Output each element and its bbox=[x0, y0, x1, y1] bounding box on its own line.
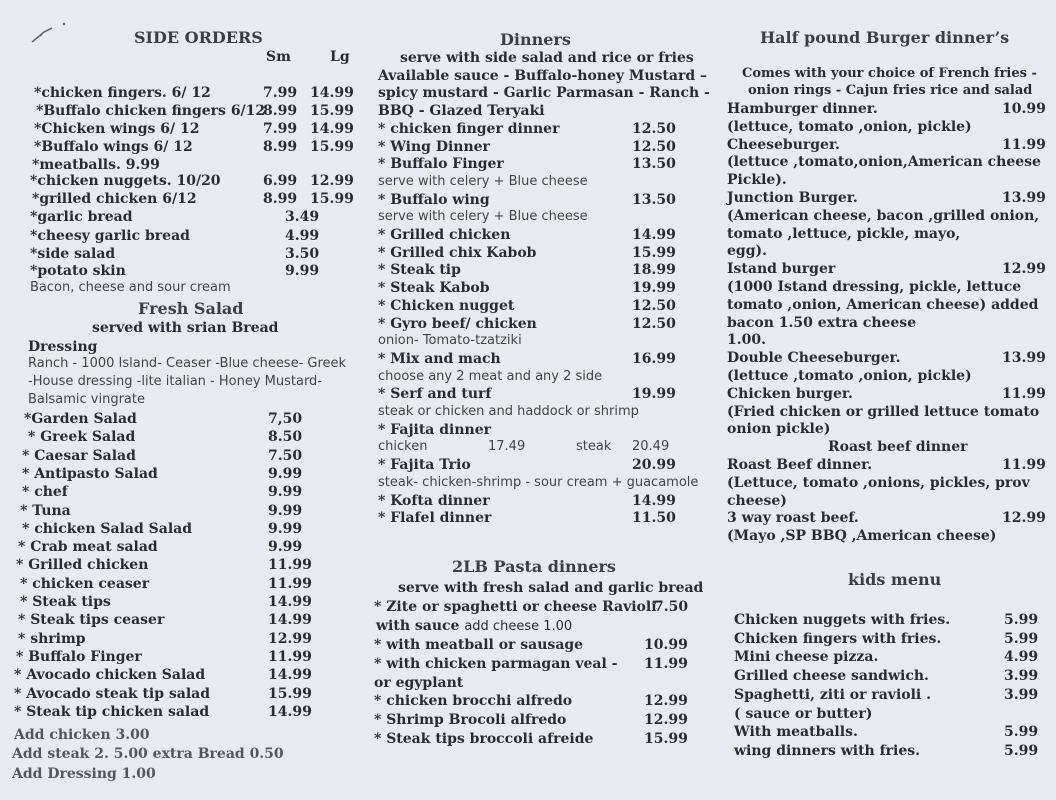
fajita-chicken-price: 17.49 bbox=[488, 439, 526, 455]
burgers-intro: onion rings - Cajun fries rice and salad bbox=[748, 83, 1033, 98]
burger-line: Pickle). bbox=[727, 172, 787, 189]
kids-price: 3.99 bbox=[1004, 668, 1039, 685]
pasta-price: 12.99 bbox=[644, 693, 688, 709]
pasta-line: * with chicken parmagan veal - bbox=[374, 656, 618, 672]
burgers-title: Half pound Burger dinner’s bbox=[760, 28, 1010, 47]
burger-line: tomato ,onion, American cheese) added bbox=[727, 296, 1039, 313]
dinner-price: 13.50 bbox=[632, 156, 676, 173]
dinners-column bbox=[370, 0, 710, 800]
kids-price: 5.99 bbox=[1004, 724, 1039, 741]
fajita-steak-label: steak bbox=[576, 439, 612, 455]
dinner-line: choose any 2 meat and any 2 side bbox=[378, 368, 603, 384]
burger-line: 1.00. bbox=[727, 332, 766, 349]
side-item-price-lg: 15.99 bbox=[310, 103, 354, 119]
salad-item-price: 8.50 bbox=[268, 429, 303, 446]
side-item-name: *grilled chicken 6/12 bbox=[32, 191, 197, 207]
burger-line: Hamburger dinner. bbox=[727, 101, 878, 117]
dinner-line: * Chicken nugget bbox=[378, 297, 515, 314]
burger-price: 10.99 bbox=[1002, 101, 1046, 117]
side-orders-title: SIDE ORDERS bbox=[134, 28, 263, 47]
salad-item-price: 11.99 bbox=[268, 575, 312, 592]
dressing-label: Dressing bbox=[28, 339, 98, 355]
salad-item-price: 14.99 bbox=[268, 594, 312, 610]
dinner-line: chicken bbox=[378, 439, 428, 455]
dinner-line: * Wing Dinner bbox=[378, 138, 490, 155]
salad-item-name: *Garden Salad bbox=[24, 411, 137, 427]
burger-line: egg). bbox=[727, 243, 767, 260]
side-item-name: *meatballs. 9.99 bbox=[32, 157, 160, 173]
side-item-price-lg: 14.99 bbox=[310, 121, 354, 137]
burger-line: bacon 1.50 extra cheese bbox=[727, 314, 917, 331]
side-item-name: *Buffalo wings 6/ 12 bbox=[34, 139, 193, 155]
dinner-line: * Mix and mach bbox=[378, 350, 501, 367]
pasta-price: 15.99 bbox=[644, 731, 688, 747]
dinner-line: * Kofta dinner bbox=[378, 492, 490, 509]
kids-price: 5.99 bbox=[1004, 612, 1039, 628]
kids-item: Mini cheese pizza. bbox=[734, 649, 879, 666]
burger-price: 11.99 bbox=[1002, 385, 1046, 402]
side-item-price-sm: 8.99 bbox=[263, 139, 298, 155]
side-item-price-lg: 14.99 bbox=[310, 85, 354, 101]
salad-extra: Add Dressing 1.00 bbox=[12, 766, 156, 782]
pasta-line: * Zite or spaghetti or cheese Ravioli bbox=[374, 599, 657, 615]
salad-item-price: 14.99 bbox=[268, 703, 312, 720]
salad-item-price: 14.99 bbox=[268, 612, 312, 629]
kids-price: 5.99 bbox=[1004, 630, 1039, 647]
kids-item: wing dinners with fries. bbox=[734, 742, 920, 759]
salad-subtitle: served with srian Bread bbox=[92, 320, 279, 336]
pasta-title: 2LB Pasta dinners bbox=[452, 557, 616, 576]
pasta-price: 11.99 bbox=[644, 656, 688, 672]
kids-item: Chicken nuggets with fries. bbox=[734, 612, 951, 628]
dinner-line: serve with celery + Blue cheese bbox=[378, 173, 588, 189]
side-item-price-sm: 3.49 bbox=[285, 209, 320, 225]
dinner-price: 12.50 bbox=[632, 297, 676, 314]
side-orders-column bbox=[0, 0, 360, 800]
dinner-line: onion- Tomato-tzatziki bbox=[378, 333, 522, 349]
kids-item: Spaghetti, ziti or ravioli . bbox=[734, 686, 931, 703]
salad-item-price: 9.99 bbox=[268, 484, 303, 501]
burger-line: Roast Beef dinner. bbox=[727, 457, 873, 473]
dinner-line: * Flafel dinner bbox=[378, 510, 492, 527]
side-lg-header: Lg bbox=[330, 49, 350, 65]
pasta-line: * Steak tips broccoli afreide bbox=[374, 731, 594, 747]
burger-line: Istand burger bbox=[727, 261, 836, 278]
dinner-price: 16.99 bbox=[632, 350, 676, 367]
burger-price: 13.99 bbox=[1002, 190, 1046, 206]
dinner-line: steak or chicken and haddock or shrimp bbox=[378, 404, 639, 419]
burger-line: Junction Burger. bbox=[727, 190, 858, 206]
burger-line: (lettuce ,tomato,onion,American cheese bbox=[727, 154, 1041, 171]
salad-item-name: * Antipasto Salad bbox=[22, 465, 158, 482]
dinner-line: * Buffalo Finger bbox=[378, 156, 504, 173]
dinner-price: 12.50 bbox=[632, 120, 676, 137]
salad-item-name: * Tuna bbox=[20, 502, 71, 519]
dinner-price: 19.99 bbox=[632, 386, 676, 403]
kids-item: Chicken fingers with fries. bbox=[734, 630, 942, 647]
side-item-name: *side salad bbox=[30, 246, 116, 262]
pasta-subtitle: serve with fresh salad and garlic bread bbox=[398, 580, 704, 596]
dinner-line: * chicken finger dinner bbox=[378, 120, 560, 137]
pasta-line: with sauce add cheese 1.00 bbox=[376, 618, 573, 634]
burger-line: (lettuce, tomato ,onion, pickle) bbox=[727, 118, 972, 135]
kids-price: 5.99 bbox=[1004, 742, 1039, 759]
salad-extra: Add chicken 3.00 bbox=[14, 727, 150, 743]
dinner-price: 19.99 bbox=[632, 280, 676, 297]
dinner-price: 20.99 bbox=[632, 457, 676, 474]
salad-item-price: 11.99 bbox=[268, 648, 312, 665]
salad-item-name: * chicken ceaser bbox=[20, 575, 150, 592]
dinner-line: * Fajita dinner bbox=[378, 421, 491, 438]
dinner-price: 18.99 bbox=[632, 262, 676, 279]
kids-item: Grilled cheese sandwich. bbox=[734, 668, 929, 685]
salad-item-price: 15.99 bbox=[268, 685, 312, 702]
salad-item-name: * Crab meat salad bbox=[18, 539, 158, 556]
burger-price: 12.99 bbox=[1002, 510, 1046, 527]
pasta-price: 7.50 bbox=[654, 599, 689, 615]
salad-item-price: 14.99 bbox=[268, 667, 312, 684]
burger-line: 3 way roast beef. bbox=[727, 510, 859, 527]
side-item-price-sm: 8.99 bbox=[263, 103, 298, 119]
side-note: Bacon, cheese and sour cream bbox=[30, 280, 231, 295]
pasta-line: * chicken brocchi alfredo bbox=[374, 693, 573, 709]
burger-line: (Mayo ,SP BBQ ,American cheese) bbox=[727, 528, 997, 545]
salad-item-name: * Grilled chicken bbox=[16, 557, 149, 574]
side-item-price-lg: 15.99 bbox=[310, 139, 354, 155]
pasta-line: or egyplant bbox=[374, 675, 464, 691]
dinner-line: * Gyro beef/ chicken bbox=[378, 315, 537, 332]
side-item-name: *Chicken wings 6/ 12 bbox=[34, 121, 200, 137]
dinner-line: * Steak tip bbox=[378, 262, 461, 279]
dressing-line: -House dressing -lite italian - Honey Mustard- bbox=[28, 374, 322, 389]
salad-item-name: * Buffalo Finger bbox=[16, 648, 142, 665]
salad-item-price: 9.99 bbox=[268, 465, 303, 482]
kids-item: With meatballs. bbox=[734, 724, 858, 741]
salad-item-name: * chicken Salad Salad bbox=[22, 520, 192, 537]
side-item-name: *garlic bread bbox=[30, 209, 133, 225]
salad-item-name: * Greek Salad bbox=[28, 429, 136, 446]
pasta-line: * Shrimp Brocoli alfredo bbox=[374, 712, 567, 728]
dinner-line: * Steak Kabob bbox=[378, 280, 490, 297]
side-item-price-sm: 4.99 bbox=[285, 228, 320, 244]
dinner-line: steak- chicken-shrimp - sour cream + guacamole bbox=[378, 474, 699, 490]
side-sm-header: Sm bbox=[266, 49, 291, 65]
kids-price: 4.99 bbox=[1004, 649, 1039, 666]
salad-item-price: 12.99 bbox=[268, 630, 312, 647]
side-item-name: *cheesy garlic bread bbox=[30, 228, 190, 244]
dinner-line: serve with side salad and rice or fries bbox=[400, 50, 694, 66]
burger-line: Chicken burger. bbox=[727, 385, 853, 402]
dinner-price: 12.50 bbox=[632, 315, 676, 332]
salad-item-price: 9.99 bbox=[268, 520, 303, 537]
kids-item: ( sauce or butter) bbox=[734, 705, 873, 722]
dinner-price: 15.99 bbox=[632, 244, 676, 261]
fajita-steak-price: 20.49 bbox=[632, 439, 670, 455]
burger-line: Double Cheeseburger. bbox=[727, 350, 901, 367]
dressing-line: Balsamic vingrate bbox=[28, 392, 145, 407]
dinner-price: 12.50 bbox=[632, 138, 676, 155]
side-item-name: *Buffalo chicken fingers 6/12 bbox=[36, 103, 266, 119]
dinner-line: spicy mustard - Garlic Parmasan - Ranch - bbox=[378, 85, 710, 102]
burger-price: 11.99 bbox=[1002, 136, 1046, 153]
burger-line: tomato ,lettuce, pickle, mayo, bbox=[727, 225, 961, 242]
side-item-price-lg: 15.99 bbox=[310, 191, 354, 207]
salad-item-name: * Steak tips bbox=[20, 594, 111, 610]
salad-item-price: 11.99 bbox=[268, 557, 312, 574]
dinner-line: * Serf and turf bbox=[378, 386, 492, 403]
side-item-price-sm: 6.99 bbox=[263, 173, 298, 189]
kids-title: kids menu bbox=[848, 570, 942, 589]
side-item-price-lg: 12.99 bbox=[310, 173, 354, 189]
dinner-price: 14.99 bbox=[632, 492, 676, 509]
burger-line: (Fried chicken or grilled lettuce tomato bbox=[727, 403, 1040, 420]
salad-item-price: 9.99 bbox=[268, 539, 303, 556]
dinner-line: * Fajita Trio bbox=[378, 457, 471, 474]
burger-price: 13.99 bbox=[1002, 350, 1046, 367]
burger-price: 11.99 bbox=[1002, 457, 1046, 473]
salad-item-name: * Avocado chicken Salad bbox=[14, 667, 206, 684]
side-item-price-sm: 8.99 bbox=[263, 191, 298, 207]
dinners-title: Dinners bbox=[500, 30, 571, 49]
burger-line: (1000 Istand dressing, pickle, lettuce bbox=[727, 279, 1022, 295]
burger-line: cheese) bbox=[727, 492, 787, 509]
salad-extra: Add steak 2. 5.00 extra Bread 0.50 bbox=[12, 746, 284, 762]
kids-price: 3.99 bbox=[1004, 686, 1039, 703]
pasta-price: 12.99 bbox=[644, 712, 688, 728]
dinner-line: * Grilled chicken bbox=[378, 227, 511, 243]
burger-line: Cheeseburger. bbox=[727, 136, 840, 153]
side-item-price-sm: 7.99 bbox=[263, 121, 298, 137]
dinner-price: 11.50 bbox=[632, 510, 676, 527]
salad-item-name: * Steak tips ceaser bbox=[18, 612, 165, 629]
salad-item-name: * chef bbox=[22, 484, 68, 501]
burgers-intro: Comes with your choice of French fries - bbox=[742, 66, 1037, 81]
burger-price: 12.99 bbox=[1002, 261, 1046, 278]
side-item-price-sm: 7.99 bbox=[263, 85, 298, 101]
salad-item-name: * shrimp bbox=[18, 630, 86, 647]
side-item-name: *potato skin bbox=[30, 263, 126, 279]
dinner-price: 13.50 bbox=[632, 191, 676, 208]
salad-title: Fresh Salad bbox=[138, 299, 244, 318]
dinner-line: BBQ - Glazed Teryaki bbox=[378, 103, 545, 120]
dinner-line: Available sauce - Buffalo-honey Mustard – bbox=[378, 67, 708, 84]
salad-item-name: * Avocado steak tip salad bbox=[14, 685, 211, 702]
salad-item-price: 7.50 bbox=[268, 447, 303, 464]
dinner-line: * Buffalo wing bbox=[378, 191, 490, 208]
burger-line: (Lettuce, tomato ,onions, pickles, prov bbox=[727, 474, 1030, 491]
pasta-line: * with meatball or sausage bbox=[374, 637, 584, 653]
burger-line: onion pickle) bbox=[727, 421, 831, 438]
dinner-line: serve with celery + Blue cheese bbox=[378, 209, 588, 225]
pasta-price: 10.99 bbox=[644, 637, 688, 653]
side-item-price-sm: 9.99 bbox=[285, 263, 320, 279]
side-item-price-sm: 3.50 bbox=[285, 246, 320, 262]
dinner-line: * Grilled chix Kabob bbox=[378, 244, 537, 261]
side-item-name: *chicken fingers. 6/ 12 bbox=[34, 85, 211, 101]
burger-line: (lettuce ,tomato ,onion, pickle) bbox=[727, 368, 972, 384]
salad-item-price: 7,50 bbox=[268, 411, 303, 427]
dinner-price: 14.99 bbox=[632, 227, 676, 243]
salad-item-name: * Caesar Salad bbox=[22, 447, 136, 464]
side-item-name: *chicken nuggets. 10/20 bbox=[30, 173, 221, 189]
roast-beef-subheading: Roast beef dinner bbox=[828, 439, 968, 456]
burgers-column bbox=[722, 0, 1052, 800]
salad-item-price: 9.99 bbox=[268, 502, 303, 519]
dressing-line: Ranch - 1000 Island- Ceaser -Blue cheese- Greek bbox=[28, 356, 347, 371]
burger-line: (American cheese, bacon ,grilled onion, bbox=[727, 207, 1040, 224]
salad-item-name: * Steak tip chicken salad bbox=[14, 703, 210, 720]
